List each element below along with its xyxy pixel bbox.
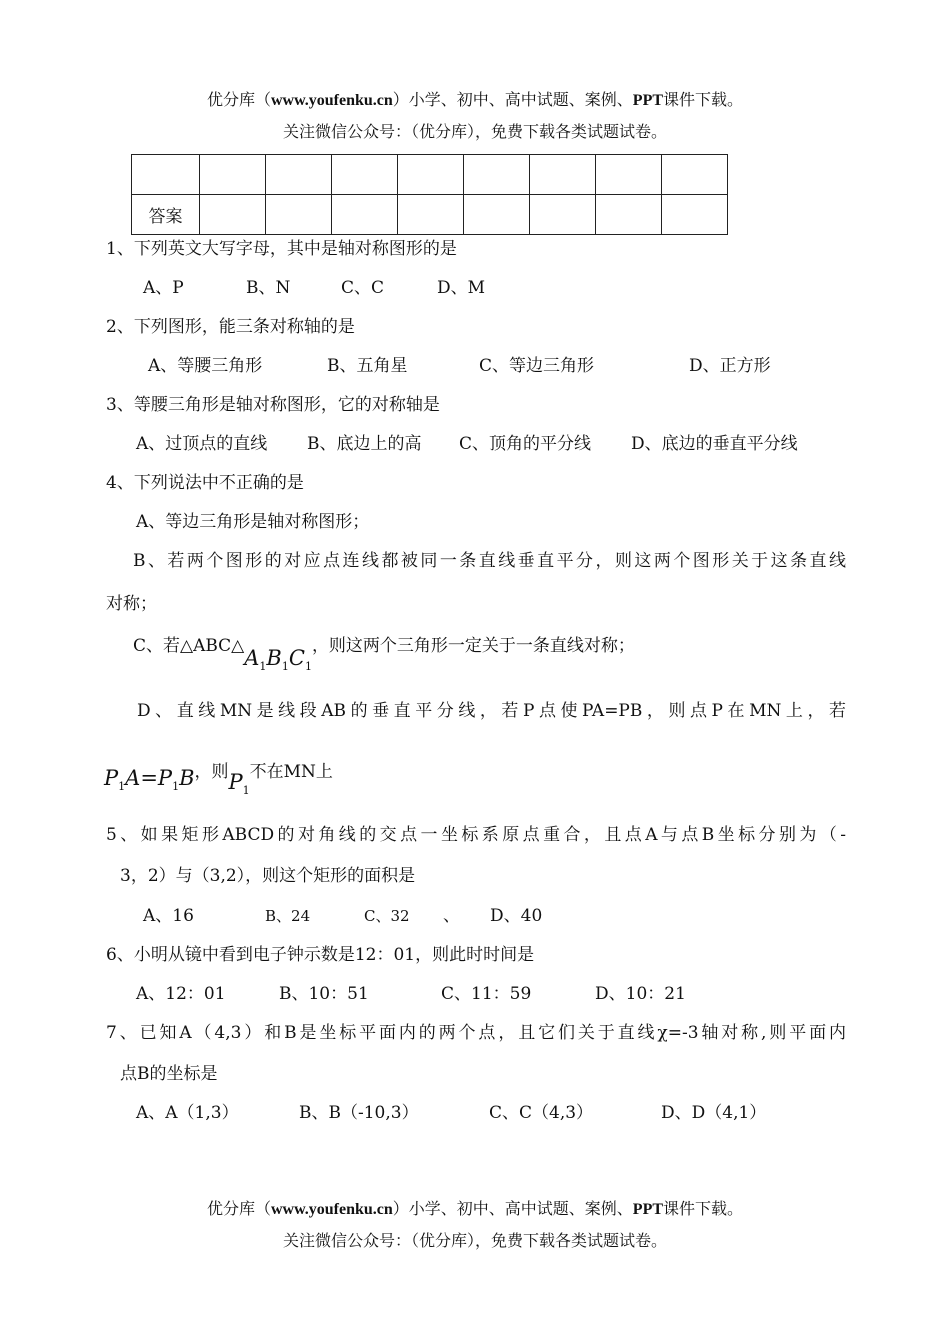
answer-cell <box>596 195 662 235</box>
math-subscript: 1 <box>304 660 312 673</box>
q4-option-b-line-2: 对称； <box>106 594 157 614</box>
table-cell <box>398 155 464 195</box>
footer-text: PPT <box>632 1201 664 1218</box>
q4-pa-pb-formula <box>104 766 195 793</box>
header-text: ）小学、初中、高中试题、案例、 <box>392 90 633 109</box>
header-text: PPT <box>632 92 664 109</box>
math-symbol: P <box>157 766 173 790</box>
answer-cell <box>332 195 398 235</box>
footer-line-2: 关注微信公众号：（优分库），免费下载各类试题试卷。 <box>282 1231 667 1250</box>
q4-option-c-suffix: ，则这两个三角形一定关于一条直线对称； <box>311 636 635 656</box>
table-cell <box>132 155 200 195</box>
header-text: 优分库（ <box>206 90 271 109</box>
math-symbol: = <box>140 766 158 790</box>
question-4-stem: 4、下列说法中不正确的是 <box>106 473 304 493</box>
q2-option-b: B、五角星 <box>327 356 408 376</box>
q1-option-d: D、M <box>437 278 486 298</box>
q4-option-d-line-2 <box>104 758 333 797</box>
math-symbol: A <box>244 646 260 670</box>
q1-option-c: C、C <box>341 278 385 298</box>
question-3-stem: 3、等腰三角形是轴对称图形，它的对称轴是 <box>106 395 440 415</box>
q4-option-d-then: ，则 <box>194 762 229 782</box>
q4-option-d-suffix: 不在MN上 <box>249 762 333 782</box>
math-symbol: B <box>179 766 195 790</box>
math-symbol: P <box>104 766 119 790</box>
table-cell <box>200 155 266 195</box>
math-symbol: A <box>125 766 141 790</box>
table-cell <box>662 155 728 195</box>
header-site-link[interactable]: www.youfenku.cn <box>270 92 393 109</box>
q2-option-d: D、正方形 <box>689 356 771 376</box>
footer-site-link[interactable]: www.youfenku.cn <box>270 1201 393 1218</box>
q6-option-a: A、12：01 <box>136 984 226 1004</box>
q4-option-c-prefix: C、若△ABC△ <box>133 636 245 656</box>
table-cell <box>332 155 398 195</box>
math-subscript: 1 <box>259 660 267 673</box>
question-5-stem-line-2: 3，2）与（3,2），则这个矩形的面积是 <box>120 866 416 886</box>
q1-option-b: B、N <box>246 278 291 298</box>
math-subscript: 1 <box>281 660 289 673</box>
q7-option-a: A、A（1,3） <box>136 1103 239 1123</box>
table-row <box>132 195 728 235</box>
header-line-1 <box>0 88 950 113</box>
answer-label: 答案 <box>132 195 200 235</box>
math-subscript: 1 <box>242 784 250 797</box>
q3-option-b: B、底边上的高 <box>307 434 422 454</box>
header-line-2: 关注微信公众号：（优分库），免费下载各类试题试卷。 <box>282 122 667 141</box>
math-symbol: B <box>266 646 282 670</box>
answer-cell <box>530 195 596 235</box>
q4-option-a: A、等边三角形是轴对称图形； <box>136 512 370 532</box>
answer-cell <box>464 195 530 235</box>
q4-option-d-line-1: D、直线MN是线段AB的垂直平分线，若P点使PA=PB，则点P在MN上，若 <box>137 701 846 721</box>
math-symbol: P <box>228 770 243 794</box>
q5-option-b: B、24 <box>265 907 311 925</box>
answer-cell <box>200 195 266 235</box>
math-subscript: 1 <box>118 780 126 793</box>
q7-option-b: B、B（-10,3） <box>299 1103 419 1123</box>
footer-text: 优分库（ <box>206 1199 271 1218</box>
answer-cell <box>398 195 464 235</box>
q6-option-d: D、10：21 <box>595 984 686 1004</box>
q5-option-d: D、40 <box>490 906 543 926</box>
q3-option-a: A、过顶点的直线 <box>136 434 268 454</box>
q7-option-c: C、C（4,3） <box>489 1103 594 1123</box>
q5-option-a: A、16 <box>143 906 194 926</box>
q5-separator: 、 <box>443 906 460 926</box>
answer-table <box>131 154 728 235</box>
q4-triangle-formula <box>244 646 312 673</box>
table-cell <box>266 155 332 195</box>
header-text: 课件下载。 <box>663 90 744 109</box>
q6-option-b: B、10：51 <box>279 984 369 1004</box>
answer-cell <box>266 195 332 235</box>
q4-p1-formula <box>228 770 250 797</box>
q6-option-c: C、11：59 <box>441 984 532 1004</box>
question-7-stem-line-1: 7、已知A（4,3）和B是坐标平面内的两个点，且它们关于直线χ=-3轴对称,则平面内 <box>106 1023 846 1043</box>
footer-line-1 <box>0 1197 950 1222</box>
q2-option-a: A、等腰三角形 <box>148 356 263 376</box>
q7-option-d: D、D（4,1） <box>661 1103 767 1123</box>
q5-option-c: C、32 <box>364 907 410 925</box>
table-row <box>132 155 728 195</box>
table-cell <box>596 155 662 195</box>
table-cell <box>464 155 530 195</box>
question-1-stem: 1、下列英文大写字母，其中是轴对称图形的是 <box>106 239 457 259</box>
math-symbol: C <box>288 646 305 670</box>
q3-option-c: C、顶角的平分线 <box>459 434 592 454</box>
q4-option-b-line-1: B、若两个图形的对应点连线都被同一条直线垂直平分，则这两个图形关于这条直线 <box>133 551 846 571</box>
answer-cell <box>662 195 728 235</box>
footer-text: 课件下载。 <box>663 1199 744 1218</box>
footer-text: ）小学、初中、高中试题、案例、 <box>392 1199 633 1218</box>
q2-option-c: C、等边三角形 <box>479 356 595 376</box>
question-2-stem: 2、下列图形，能三条对称轴的是 <box>106 317 355 337</box>
q1-option-a: A、P <box>143 278 184 298</box>
question-6-stem: 6、小明从镜中看到电子钟示数是12：01，则此时时间是 <box>106 945 535 965</box>
q3-option-d: D、底边的垂直平分线 <box>631 434 798 454</box>
q4-option-c <box>133 632 635 673</box>
question-7-stem-line-2: 点B的坐标是 <box>120 1064 218 1084</box>
math-subscript: 1 <box>172 780 180 793</box>
question-5-stem-line-1: 5、如果矩形ABCD的对角线的交点一坐标系原点重合，且点A与点B坐标分别为（- <box>106 825 846 845</box>
table-cell <box>530 155 596 195</box>
